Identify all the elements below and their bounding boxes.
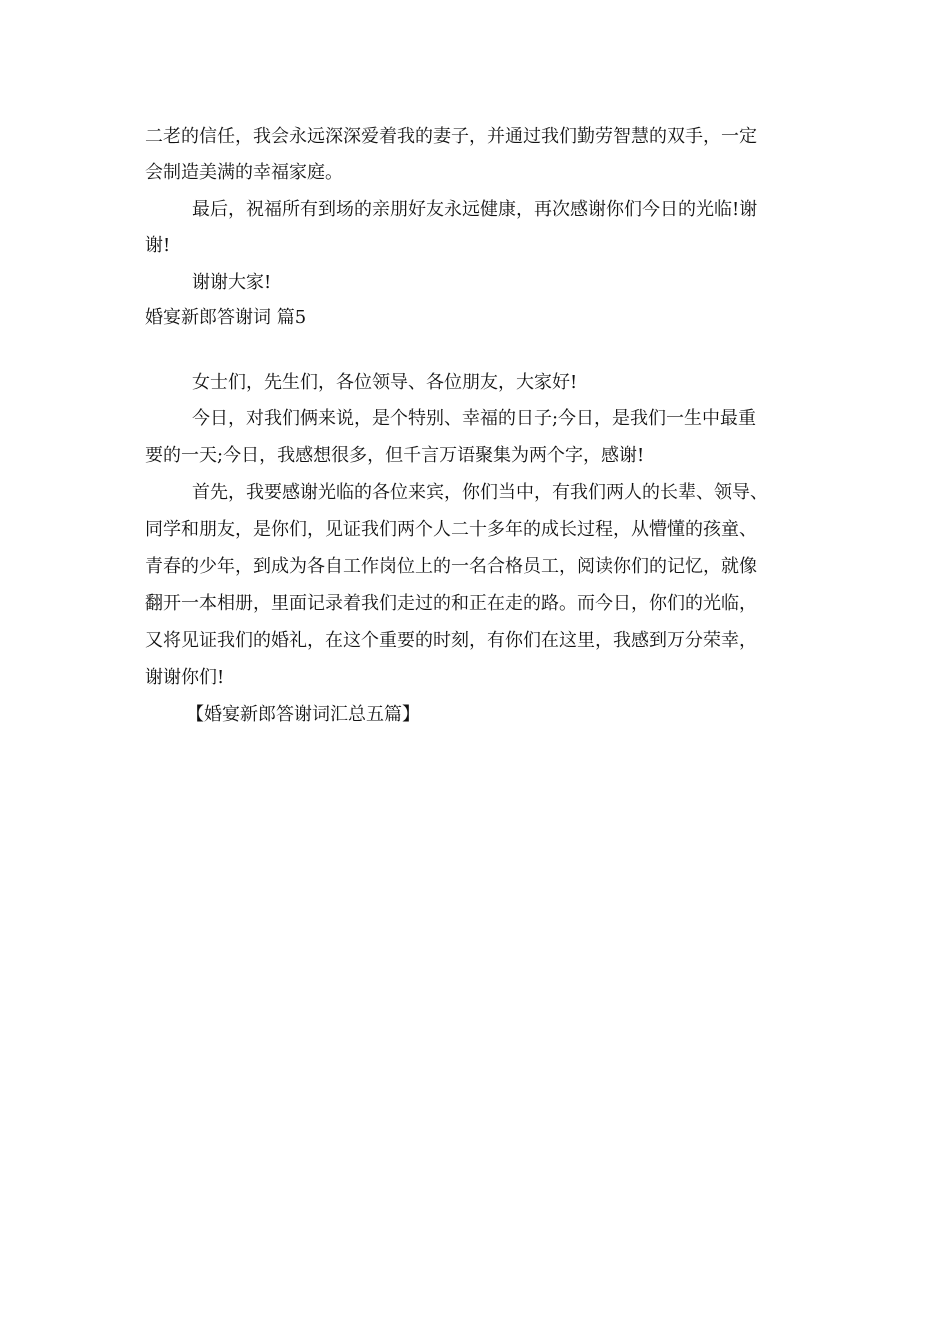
paragraph-line: 又将见证我们的婚礼，在这个重要的时刻，有你们在这里，我感到万分荣幸， (145, 630, 757, 651)
paragraph-line: 最后，祝福所有到场的亲朋好友永远健康，再次感谢你们今日的光临!谢 (192, 199, 758, 220)
paragraph-line: 今日，对我们俩来说，是个特别、幸福的日子;今日，是我们一生中最重 (192, 408, 757, 429)
paragraph-line: 要的一天;今日，我感想很多，但千言万语聚集为两个字，感谢! (145, 445, 645, 466)
paragraph-line: 谢谢你们! (145, 667, 225, 688)
closing-title: 【婚宴新郎答谢词汇总五篇】 (186, 704, 420, 725)
paragraph-line: 谢谢大家! (192, 272, 272, 293)
paragraph-line: 会制造美满的幸福家庭。 (145, 162, 343, 183)
paragraph-line: 谢! (145, 235, 171, 256)
paragraph-line: 首先，我要感谢光临的各位来宾，你们当中，有我们两人的长辈、领导、 (192, 482, 768, 503)
paragraph-line: 青春的少年，到成为各自工作岗位上的一名合格员工，阅读你们的记忆，就像 (145, 556, 757, 577)
paragraph-line: 翻开一本相册，里面记录着我们走过的和正在走的路。而今日，你们的光临， (145, 593, 757, 614)
paragraph-line: 女士们，先生们，各位领导、各位朋友，大家好! (192, 372, 578, 393)
paragraph-line: 同学和朋友，是你们，见证我们两个人二十多年的成长过程，从懵懂的孩童、 (145, 519, 757, 540)
section-heading: 婚宴新郎答谢词 篇5 (145, 307, 307, 328)
paragraph-line: 二老的信任，我会永远深深爱着我的妻子，并通过我们勤劳智慧的双手，一定 (145, 126, 757, 147)
